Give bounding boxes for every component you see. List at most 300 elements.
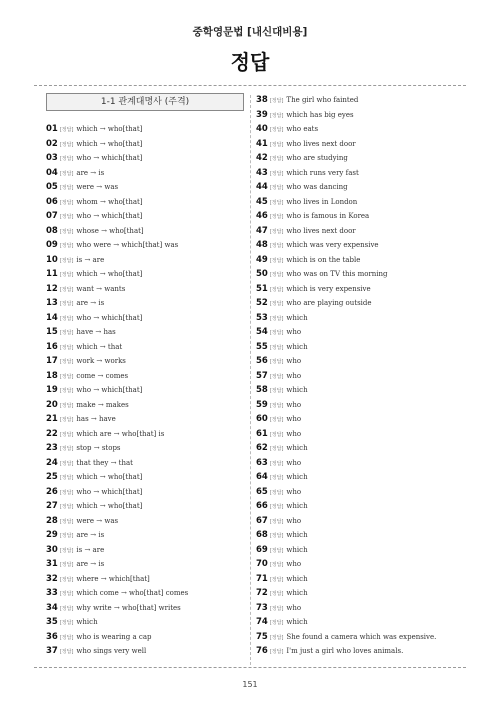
answer-tag: [정답] bbox=[269, 228, 284, 235]
answer-tag: [정답] bbox=[59, 620, 74, 626]
answer-tag: [정답] bbox=[59, 417, 74, 423]
question-number: 61 bbox=[256, 428, 268, 439]
answer-tag: [정답] bbox=[59, 141, 74, 148]
answer-text: who bbox=[286, 328, 302, 336]
question-number: 42 bbox=[256, 153, 268, 163]
answer-tag: [정답] bbox=[269, 272, 284, 278]
answer-row bbox=[256, 108, 354, 123]
answer-text: were → was bbox=[76, 516, 119, 525]
answer-tag: [정답] bbox=[269, 156, 284, 162]
question-number: 40 bbox=[256, 124, 268, 134]
book-subtitle: 중학영문법 [내신대비용] bbox=[192, 26, 308, 38]
question-number: 48 bbox=[256, 240, 268, 250]
question-number: 28 bbox=[46, 515, 58, 526]
answer-text: who → which[that] bbox=[76, 313, 143, 322]
answer-tag: [정답] bbox=[59, 489, 74, 496]
answer-row bbox=[256, 311, 308, 326]
answer-text: who lives next door bbox=[286, 139, 356, 148]
answer-row bbox=[256, 166, 359, 181]
answer-row bbox=[46, 137, 142, 152]
answer-text: come → comes bbox=[76, 371, 129, 380]
question-number: 16 bbox=[46, 341, 58, 352]
answer-text: make → makes bbox=[76, 400, 129, 409]
answer-text: has → have bbox=[76, 415, 116, 423]
answer-text: that they → that bbox=[76, 458, 133, 467]
answer-tag: [정답] bbox=[59, 272, 74, 278]
answer-tag: [정답] bbox=[269, 330, 284, 336]
answer-tag: [정답] bbox=[269, 417, 284, 423]
answer-text: which → who[that] bbox=[76, 139, 143, 148]
answer-text: who bbox=[286, 357, 302, 365]
answer-row bbox=[256, 412, 301, 427]
question-number: 13 bbox=[46, 298, 58, 308]
answer-text: which → who[that] bbox=[76, 502, 143, 510]
answer-row bbox=[46, 253, 104, 268]
answer-text: have → has bbox=[76, 328, 116, 336]
answer-text: The girl who fainted bbox=[286, 96, 359, 104]
question-number: 12 bbox=[46, 283, 58, 294]
answer-row bbox=[256, 340, 308, 355]
answer-tag: [정답] bbox=[59, 562, 74, 568]
answer-text: who bbox=[286, 560, 302, 568]
answer-row bbox=[46, 282, 125, 297]
answer-text: who bbox=[286, 429, 302, 438]
answer-tag: [정답] bbox=[269, 576, 284, 583]
answer-tag: [정답] bbox=[59, 214, 74, 220]
answer-text: who is famous in Korea bbox=[286, 212, 370, 220]
answer-row bbox=[46, 224, 144, 239]
question-number: 05 bbox=[46, 182, 58, 192]
answer-tag: [정답] bbox=[59, 504, 74, 510]
section-title: 1-1 관계대명사 (주격) bbox=[46, 93, 244, 111]
answer-text: whose → who[that] bbox=[76, 226, 144, 235]
answer-row bbox=[256, 282, 371, 297]
answer-row bbox=[46, 586, 188, 601]
question-number: 22 bbox=[46, 428, 58, 439]
answer-row bbox=[256, 630, 436, 645]
answer-tag: [정답] bbox=[269, 344, 284, 351]
answer-row bbox=[46, 151, 142, 166]
answer-tag: [정답] bbox=[269, 460, 284, 467]
question-number: 73 bbox=[256, 602, 268, 613]
question-number: 70 bbox=[256, 559, 268, 569]
answer-row bbox=[256, 644, 403, 659]
answer-text: are → is bbox=[76, 299, 105, 307]
page-title: 정답 bbox=[230, 50, 270, 74]
answer-row bbox=[46, 238, 178, 253]
answer-tag: [정답] bbox=[269, 547, 284, 554]
answer-tag: [정답] bbox=[269, 286, 284, 293]
answer-tag: [정답] bbox=[59, 199, 74, 206]
answer-text: which are → who[that] is bbox=[76, 429, 165, 438]
answer-text: which → that bbox=[76, 342, 123, 351]
answer-tag: [정답] bbox=[269, 257, 284, 264]
answer-row bbox=[46, 398, 129, 413]
question-number: 25 bbox=[46, 472, 58, 482]
question-number: 54 bbox=[256, 327, 268, 337]
question-number: 64 bbox=[256, 472, 268, 482]
answer-row bbox=[46, 630, 151, 645]
answer-text: who was on TV this morning bbox=[286, 270, 388, 278]
question-number: 11 bbox=[46, 269, 58, 279]
answer-text: which is on the table bbox=[286, 255, 361, 264]
answer-row bbox=[46, 456, 133, 471]
answer-tag: [정답] bbox=[59, 576, 74, 583]
answer-text: which bbox=[76, 618, 98, 626]
question-number: 62 bbox=[256, 443, 268, 453]
answer-text: is → are bbox=[76, 545, 105, 554]
answer-tag: [정답] bbox=[59, 286, 74, 293]
answer-text: who eats bbox=[286, 125, 319, 133]
answer-tag: [정답] bbox=[59, 301, 74, 307]
answer-row bbox=[256, 499, 308, 514]
answer-tag: [정답] bbox=[269, 301, 284, 307]
question-number: 58 bbox=[256, 385, 268, 395]
answer-tag: [정답] bbox=[59, 243, 74, 249]
answer-text: who bbox=[286, 415, 302, 423]
question-number: 15 bbox=[46, 327, 58, 337]
answer-tag: [정답] bbox=[59, 228, 74, 235]
question-number: 04 bbox=[46, 167, 58, 178]
answer-text: which bbox=[286, 589, 308, 597]
answer-text: which is very expensive bbox=[286, 284, 371, 293]
answer-row bbox=[256, 180, 348, 195]
answer-text: I'm just a girl who loves animals. bbox=[286, 647, 404, 655]
question-number: 35 bbox=[46, 617, 58, 627]
answer-tag: [정답] bbox=[59, 388, 74, 394]
answer-tag: [정답] bbox=[59, 605, 74, 612]
answer-text: is → are bbox=[76, 255, 105, 264]
answer-tag: [정답] bbox=[269, 620, 284, 626]
answer-text: who lives next door bbox=[286, 226, 356, 235]
answer-text: who lives in London bbox=[286, 197, 358, 206]
question-number: 37 bbox=[46, 646, 58, 656]
question-number: 59 bbox=[256, 399, 268, 410]
question-number: 71 bbox=[256, 573, 268, 584]
column-divider bbox=[250, 95, 251, 665]
answer-text: who → which[that] bbox=[76, 487, 143, 496]
question-number: 36 bbox=[46, 631, 58, 642]
answer-row bbox=[46, 325, 116, 340]
question-number: 08 bbox=[46, 225, 58, 236]
answer-row bbox=[256, 615, 308, 630]
answer-tag: [정답] bbox=[269, 446, 284, 452]
answer-text: which come → who[that] comes bbox=[76, 589, 189, 597]
answer-row bbox=[256, 528, 308, 543]
question-number: 63 bbox=[256, 457, 268, 468]
question-number: 33 bbox=[46, 588, 58, 598]
bottom-divider bbox=[34, 667, 466, 668]
question-number: 69 bbox=[256, 544, 268, 555]
answer-row bbox=[46, 427, 164, 442]
answer-row bbox=[46, 499, 142, 514]
answer-tag: [정답] bbox=[269, 489, 284, 496]
answer-text: who are playing outside bbox=[286, 299, 372, 307]
answer-text: who bbox=[286, 400, 302, 409]
answer-row bbox=[256, 325, 301, 340]
answer-row bbox=[256, 253, 360, 268]
answer-tag: [정답] bbox=[59, 533, 74, 539]
answer-row bbox=[256, 456, 301, 471]
question-number: 38 bbox=[256, 95, 268, 105]
answer-text: work → works bbox=[76, 357, 126, 365]
answer-row bbox=[256, 122, 318, 137]
answer-text: who → which[that] bbox=[76, 212, 143, 220]
question-number: 07 bbox=[46, 211, 58, 221]
answer-tag: [정답] bbox=[269, 185, 284, 191]
answer-text: who were → which[that] was bbox=[76, 241, 179, 249]
answer-row bbox=[256, 586, 308, 601]
answer-row bbox=[46, 557, 104, 572]
answer-tag: [정답] bbox=[269, 112, 284, 119]
answer-row bbox=[46, 572, 150, 587]
question-number: 14 bbox=[46, 312, 58, 323]
answer-tag: [정답] bbox=[59, 475, 74, 481]
answer-text: which bbox=[286, 386, 308, 394]
answer-row bbox=[46, 166, 104, 181]
answer-row bbox=[46, 485, 142, 500]
top-divider bbox=[34, 85, 466, 86]
answer-tag: [정답] bbox=[59, 359, 74, 365]
question-number: 02 bbox=[46, 138, 58, 149]
answer-tag: [정답] bbox=[59, 431, 74, 438]
question-number: 20 bbox=[46, 399, 58, 410]
question-number: 41 bbox=[256, 138, 268, 149]
question-number: 30 bbox=[46, 544, 58, 555]
answer-text: are → is bbox=[76, 531, 105, 539]
answer-tag: [정답] bbox=[59, 315, 74, 322]
answer-row bbox=[46, 383, 142, 398]
question-number: 27 bbox=[46, 501, 58, 511]
question-number: 51 bbox=[256, 283, 268, 294]
answer-text: who → which[that] bbox=[76, 386, 143, 394]
answer-row bbox=[46, 615, 98, 630]
question-number: 06 bbox=[46, 196, 58, 207]
question-number: 21 bbox=[46, 414, 58, 424]
question-number: 75 bbox=[256, 631, 268, 642]
answer-tag: [정답] bbox=[269, 388, 284, 394]
answer-row bbox=[46, 180, 118, 195]
question-number: 44 bbox=[256, 182, 268, 192]
question-number: 55 bbox=[256, 341, 268, 352]
question-number: 31 bbox=[46, 559, 58, 569]
answer-text: who bbox=[286, 603, 302, 612]
question-number: 57 bbox=[256, 370, 268, 381]
question-number: 10 bbox=[46, 254, 58, 265]
question-number: 17 bbox=[46, 356, 58, 366]
question-number: 03 bbox=[46, 153, 58, 163]
question-number: 47 bbox=[256, 225, 268, 236]
answer-text: who bbox=[286, 458, 302, 467]
answer-tag: [정답] bbox=[59, 460, 74, 467]
answer-row bbox=[46, 267, 142, 282]
answer-tag: [정답] bbox=[59, 344, 74, 351]
answer-row bbox=[46, 514, 118, 529]
answer-tag: [정답] bbox=[59, 547, 74, 554]
answer-text: who bbox=[286, 516, 302, 525]
answer-text: want → wants bbox=[76, 284, 126, 293]
answer-row bbox=[46, 311, 142, 326]
answer-text: whom → who[that] bbox=[76, 197, 143, 206]
answer-text: were → was bbox=[76, 183, 119, 191]
question-number: 76 bbox=[256, 646, 268, 656]
answer-tag: [정답] bbox=[269, 199, 284, 206]
answer-row bbox=[256, 427, 301, 442]
question-number: 29 bbox=[46, 530, 58, 540]
answer-tag: [정답] bbox=[59, 402, 74, 409]
answer-text: which bbox=[286, 545, 308, 554]
question-number: 50 bbox=[256, 269, 268, 279]
answer-tag: [정답] bbox=[269, 591, 284, 597]
answer-row bbox=[256, 514, 301, 529]
answer-row bbox=[46, 209, 142, 224]
answer-row bbox=[46, 601, 181, 616]
question-number: 32 bbox=[46, 573, 58, 584]
answer-tag: [정답] bbox=[269, 127, 284, 133]
answer-row bbox=[256, 224, 356, 239]
answer-row bbox=[256, 383, 308, 398]
answer-row bbox=[256, 557, 301, 572]
question-number: 09 bbox=[46, 240, 58, 250]
answer-row bbox=[46, 412, 116, 427]
question-number: 19 bbox=[46, 385, 58, 395]
question-number: 01 bbox=[46, 124, 58, 134]
answer-tag: [정답] bbox=[269, 634, 284, 641]
answer-text: who bbox=[286, 487, 302, 496]
answer-text: which → who[that] bbox=[76, 270, 143, 278]
question-number: 18 bbox=[46, 370, 58, 381]
answer-row bbox=[256, 543, 308, 558]
answer-row bbox=[256, 238, 379, 253]
answer-text: who is wearing a cap bbox=[76, 632, 152, 641]
answer-tag: [정답] bbox=[59, 170, 74, 177]
answer-text: where → which[that] bbox=[76, 574, 150, 583]
answer-text: are → is bbox=[76, 168, 105, 177]
answer-row bbox=[256, 354, 301, 369]
question-number: 39 bbox=[256, 109, 268, 120]
answer-tag: [정답] bbox=[269, 170, 284, 177]
question-number: 56 bbox=[256, 356, 268, 366]
answer-tag: [정답] bbox=[59, 127, 74, 133]
answer-text: which bbox=[286, 342, 308, 351]
question-number: 68 bbox=[256, 530, 268, 540]
answer-tag: [정답] bbox=[269, 402, 284, 409]
answer-row bbox=[46, 441, 121, 456]
answer-tag: [정답] bbox=[269, 359, 284, 365]
answer-text: which bbox=[286, 618, 308, 626]
answer-row bbox=[256, 296, 372, 311]
answer-row bbox=[256, 195, 357, 210]
answer-tag: [정답] bbox=[269, 214, 284, 220]
answer-row bbox=[256, 398, 301, 413]
answer-tag: [정답] bbox=[59, 591, 74, 597]
question-number: 52 bbox=[256, 298, 268, 308]
answer-tag: [정답] bbox=[269, 141, 284, 148]
answer-tag: [정답] bbox=[269, 98, 284, 104]
answer-tag: [정답] bbox=[269, 243, 284, 249]
answer-row bbox=[256, 470, 308, 485]
question-number: 67 bbox=[256, 515, 268, 526]
answer-tag: [정답] bbox=[269, 315, 284, 322]
answer-row bbox=[256, 441, 308, 456]
answer-text: which has big eyes bbox=[286, 110, 354, 119]
answer-tag: [정답] bbox=[59, 649, 74, 655]
answer-row bbox=[256, 369, 301, 384]
answer-text: who sings very well bbox=[76, 647, 147, 655]
answer-row bbox=[46, 644, 146, 659]
answer-row bbox=[256, 267, 388, 282]
answer-row bbox=[46, 543, 104, 558]
answer-text: She found a camera which was expensive. bbox=[286, 632, 437, 641]
answer-tag: [정답] bbox=[59, 156, 74, 162]
answer-text: which bbox=[286, 502, 308, 510]
answer-tag: [정답] bbox=[59, 257, 74, 264]
answer-row bbox=[256, 601, 301, 616]
answer-row bbox=[256, 151, 348, 166]
answer-row bbox=[256, 93, 358, 108]
question-number: 53 bbox=[256, 312, 268, 323]
answer-row bbox=[46, 195, 143, 210]
answer-row bbox=[46, 528, 104, 543]
question-number: 49 bbox=[256, 254, 268, 265]
answer-text: are → is bbox=[76, 560, 105, 568]
question-number: 43 bbox=[256, 167, 268, 178]
answer-text: which bbox=[286, 473, 308, 481]
question-number: 45 bbox=[256, 196, 268, 207]
answer-text: which bbox=[286, 313, 308, 322]
answer-text: which was very expensive bbox=[286, 241, 379, 249]
answer-row bbox=[46, 369, 128, 384]
answer-row bbox=[46, 340, 122, 355]
question-number: 66 bbox=[256, 501, 268, 511]
answer-tag: [정답] bbox=[59, 330, 74, 336]
answer-text: who was dancing bbox=[286, 183, 348, 191]
answer-row bbox=[46, 470, 142, 485]
answer-text: which bbox=[286, 574, 308, 583]
answer-tag: [정답] bbox=[59, 518, 74, 525]
answer-tag: [정답] bbox=[269, 504, 284, 510]
question-number: 72 bbox=[256, 588, 268, 598]
answer-text: which runs very fast bbox=[286, 168, 359, 177]
answer-text: which bbox=[286, 531, 308, 539]
question-number: 34 bbox=[46, 602, 58, 613]
answer-text: which bbox=[286, 444, 308, 452]
answer-tag: [정답] bbox=[269, 605, 284, 612]
answer-tag: [정답] bbox=[269, 431, 284, 438]
answer-row bbox=[256, 209, 369, 224]
answer-text: why write → who[that] writes bbox=[76, 603, 181, 612]
answer-row bbox=[46, 122, 142, 137]
question-number: 46 bbox=[256, 211, 268, 221]
answer-tag: [정답] bbox=[269, 373, 284, 380]
answer-row bbox=[46, 354, 126, 369]
answer-row bbox=[256, 572, 308, 587]
answer-text: who bbox=[286, 371, 302, 380]
question-number: 60 bbox=[256, 414, 268, 424]
answer-row bbox=[256, 137, 356, 152]
answer-row bbox=[46, 296, 104, 311]
question-number: 65 bbox=[256, 486, 268, 497]
answer-tag: [정답] bbox=[59, 373, 74, 380]
question-number: 26 bbox=[46, 486, 58, 497]
answer-tag: [정답] bbox=[269, 649, 284, 655]
answer-tag: [정답] bbox=[269, 518, 284, 525]
answer-text: who → which[that] bbox=[76, 154, 143, 162]
answer-text: which → who[that] bbox=[76, 473, 143, 481]
answer-tag: [정답] bbox=[59, 634, 74, 641]
answer-text: stop → stops bbox=[76, 444, 121, 452]
question-number: 23 bbox=[46, 443, 58, 453]
